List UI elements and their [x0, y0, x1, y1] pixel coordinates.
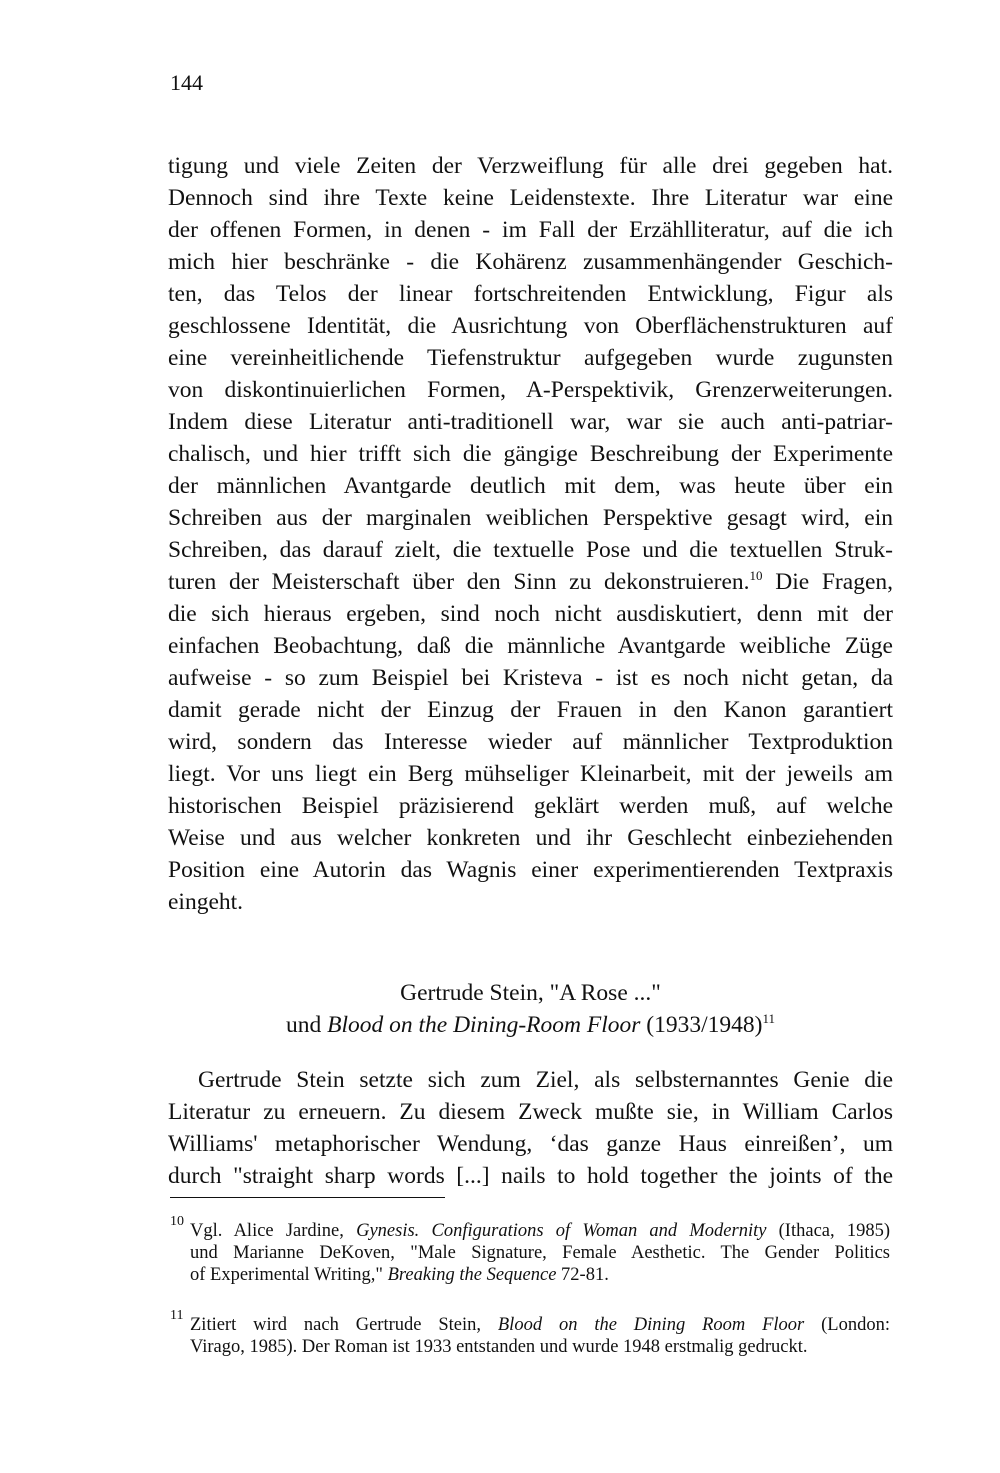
heading-suffix: (1933/1948): [640, 1012, 763, 1038]
body-line: Indem diese Literatur anti-traditionell war, war sie auch anti-patriar-: [168, 409, 893, 435]
body-line: historischen Beispiel präzisierend geklärt werden muß, auf welche: [168, 793, 893, 819]
footnote-line: [190, 1314, 890, 1336]
heading-line-1: Gertrude Stein, "A Rose ...": [400, 980, 661, 1006]
footnote-ref-11[interactable]: 11: [762, 1011, 776, 1027]
body-line-segment: Die Fragen,: [762, 569, 893, 595]
body-line: Position eine Autorin das Wagnis einer experimentierenden Textpraxis: [168, 857, 893, 883]
body-line: der männlichen Avantgarde deutlich mit dem, was heute über ein: [168, 473, 893, 499]
body-line: die sich hieraus ergeben, sind noch nicht ausdiskutiert, denn mit der: [168, 601, 893, 627]
body-line: damit gerade nicht der Einzug der Frauen in den Kanon garantiert: [168, 697, 893, 723]
heading-line-2: [168, 1009, 893, 1041]
body-line: geschlossene Identität, die Ausrichtung von Oberflächenstrukturen auf: [168, 313, 893, 339]
body-line: wird, sondern das Interesse wieder auf männlicher Textproduktion: [168, 729, 893, 755]
body-line: mich hier beschränke - die Kohärenz zusammenhängender Geschich-: [168, 249, 893, 275]
heading-prefix: und: [285, 1012, 328, 1038]
body-line: ten, das Telos der linear fortschreitenden Entwicklung, Figur als: [168, 281, 893, 307]
body-line: chalisch, und hier trifft sich die gängige Beschreibung der Experimente: [168, 441, 893, 467]
body-line: eingeht.: [168, 889, 244, 915]
body-line: Literatur zu erneuern. Zu diesem Zweck mußte sie, in William Carlos: [168, 1099, 893, 1125]
footnote-line: [190, 1264, 890, 1286]
body-line: liegt. Vor uns liegt ein Berg mühseliger Kleinarbeit, mit der jeweils am: [168, 761, 893, 787]
body-line: eine vereinheitlichende Tiefenstruktur aufgegeben wurde zugunsten: [168, 345, 893, 371]
body-line: tigung und viele Zeiten der Verzweiflung für alle drei gegeben hat.: [168, 153, 893, 179]
footnote-line: und Marianne DeKoven, "Male Signature, Female Aesthetic. The Gender Politics: [190, 1243, 890, 1263]
body-line: Gertrude Stein setzte sich zum Ziel, als selbsternanntes Genie die: [198, 1067, 893, 1093]
footnote-rule: [170, 1197, 445, 1198]
heading-book-title: Blood on the Dining-Room Floor: [327, 1012, 641, 1038]
body-line: einfachen Beobachtung, daß die männliche Avantgarde weibliche Züge: [168, 633, 893, 659]
body-line: der offenen Formen, in denen - im Fall der Erzählliteratur, auf die ich: [168, 217, 893, 243]
footnote-segment: (London:: [804, 1315, 890, 1335]
body-line: aufweise - so zum Beispiel bei Kristeva - ist es noch nicht getan, da: [168, 665, 893, 691]
footnote-segment: Vgl. Alice Jardine,: [190, 1221, 357, 1241]
footnote-segment: of Experimental Writing,": [190, 1265, 388, 1285]
footnote-segment: (Ithaca, 1985): [766, 1221, 890, 1241]
footnote-title: Gynesis. Configurations of Woman and Modernity: [356, 1221, 767, 1241]
footnote-segment: 72-81.: [556, 1265, 609, 1285]
body-line-segment: turen der Meisterschaft über den Sinn zu dekonstruieren.: [168, 569, 750, 595]
body-line: Williams' metaphorischer Wendung, ‘das ganze Haus einreißen’, um: [168, 1131, 893, 1157]
footnote-number: 11: [170, 1308, 184, 1323]
body-line-with-note: [168, 566, 893, 598]
body-line: Schreiben, das darauf zielt, die textuelle Pose und die textuellen Struk-: [168, 537, 893, 563]
footnote-ref-10[interactable]: 10: [749, 568, 763, 584]
body-line: Dennoch sind ihre Texte keine Leidenstexte. Ihre Literatur war eine: [168, 185, 893, 211]
body-line: Weise und aus welcher konkreten und ihr Geschlecht einbeziehenden: [168, 825, 893, 851]
footnote-line: [190, 1220, 890, 1242]
page-number: 144: [170, 70, 203, 95]
body-line: Schreiben aus der marginalen weiblichen Perspektive gesagt wird, ein: [168, 505, 893, 531]
body-line: durch "straight sharp words [...] nails to hold together the joints of the: [168, 1163, 893, 1189]
footnote-segment: Zitiert wird nach Gertrude Stein,: [190, 1315, 498, 1335]
body-line: von diskontinuierlichen Formen, A-Perspektivik, Grenzerweiterungen.: [168, 377, 893, 403]
footnote-number: 10: [170, 1214, 184, 1229]
footnote-title: Blood on the Dining Room Floor: [497, 1315, 805, 1335]
footnote-line: Virago, 1985). Der Roman ist 1933 entstanden und wurde 1948 erstmalig gedruckt.: [190, 1337, 808, 1357]
footnote-title: Breaking the Sequence: [387, 1265, 557, 1285]
